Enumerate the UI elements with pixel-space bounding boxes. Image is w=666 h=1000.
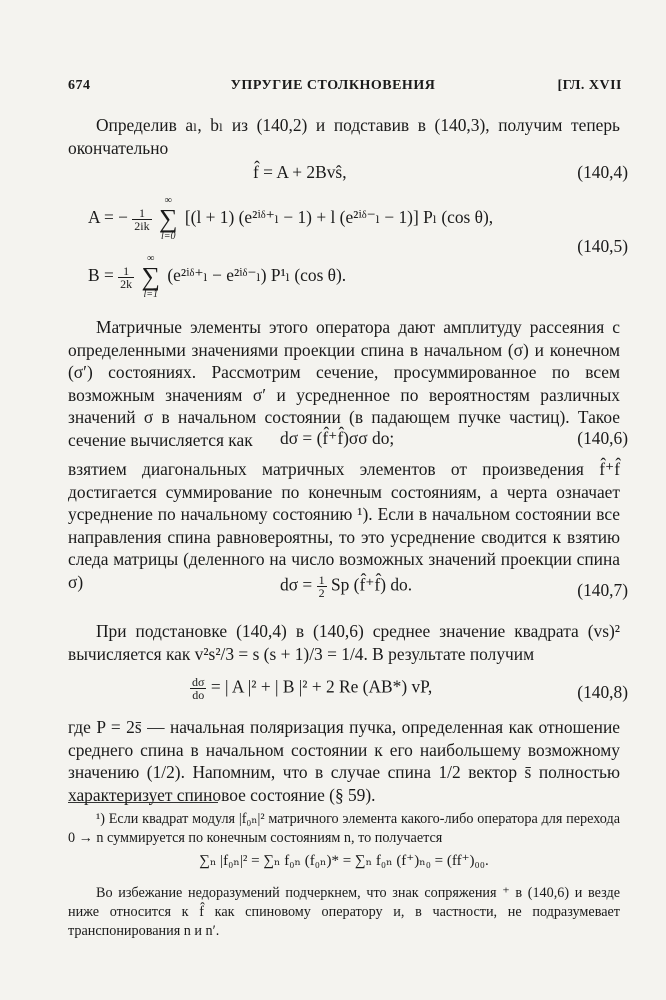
paragraph-substitution	[68, 620, 620, 665]
equation-body: (e²ⁱᵟ⁺ₗ − e²ⁱᵟ⁻ₗ) P¹ₗ (cos θ).	[167, 265, 347, 285]
paragraph-text: взятием диагональных матричных элементов от произведения f̂⁺f̂ достигается суммирование по конечным состояниям, а черта означает усреднение по начальному состоянию ¹). Если в начальном состоянии все направления спина равновероятны, то это усреднение сводится к взятию следа матрицы (деленного на число возможных значений проекции спина σ)	[68, 459, 620, 592]
footnote-formula	[68, 852, 620, 871]
equation-formula: dσ = (f̂⁺f̂)σσ do;	[280, 428, 395, 448]
equation-lhs: B =	[88, 265, 114, 285]
numerator: dσ	[192, 675, 205, 689]
sum-operator: ∞ ∑ l=0	[158, 195, 178, 242]
equation-number-140-5: (140,5)	[577, 236, 628, 256]
paragraph-intro	[68, 114, 620, 159]
sum-lower: l=1	[143, 289, 159, 300]
denominator: 2ik	[134, 218, 150, 233]
paragraph-text: где P = 2s̄ — начальная поляризация пучка, определенная как отношение среднего спина в начальном состоянии к его наибольшему возможному значению (1/2). Напомним, что в случае спина 1/2 вектор s̄ полностью характеризует спиновое состояние (§ 59).	[68, 717, 620, 805]
numerator: 1	[132, 207, 151, 220]
equation-rhs: = | A |² + | B |² + 2 Re (AB*) vP,	[210, 676, 433, 697]
paragraph-text: Матричные элементы этого оператора дают амплитуду рассеяния с определенными значениями проекции спина в начальном (σ) и конечном (σ′) состояниях. Рассмотрим сечение, просуммированное по всем возможным значениям σ′ и усредненное по вероятностям различных значений σ в начальном состоянии (в падающем пучке частиц). Такое сечение вычисляется как	[68, 317, 620, 450]
equation-140-6	[68, 428, 628, 458]
fraction	[317, 574, 327, 599]
equation-140-5-a	[68, 196, 628, 246]
sum-upper: ∞	[164, 195, 172, 206]
chapter-label: [ГЛ. XVII	[557, 78, 622, 93]
numerator: 1	[318, 573, 325, 587]
fraction	[190, 676, 206, 701]
sum-lower: l=0	[160, 231, 176, 242]
equation-140-8	[68, 676, 628, 712]
footnote-text: ¹) Если квадрат модуля |f₀ₙ|² матричного элемента какого-либо оператора для перехода 0 → n суммируется по конечным состояниям n, то получается	[68, 811, 620, 846]
equation-140-4	[68, 162, 628, 192]
equation-number: (140,7)	[577, 580, 628, 600]
equation-140-5-b	[68, 254, 628, 304]
equation-body: [(l + 1) (e²ⁱᵟ⁺ₗ − 1) + l (e²ⁱᵟ⁻ₗ − 1)] Pₗ (cos θ),	[184, 207, 494, 227]
equation-formula: f̂ = A + 2Bvŝ,	[253, 162, 347, 182]
equation-number: (140,4)	[577, 162, 628, 182]
footnote-text: Во избежание недоразумений подчеркнем, что знак сопряжения ⁺ в (140,6) и везде ниже относится к f̂ как спиновому оператору и, в частности, не подразумевает транспонирования n и n′.	[68, 885, 620, 939]
fraction	[118, 265, 134, 290]
equation-rhs: Sp (f̂⁺f̂) do.	[330, 574, 413, 595]
denominator: 2	[318, 586, 325, 600]
running-head-title: УПРУГИЕ СТОЛКНОВЕНИЯ	[230, 78, 436, 93]
footnote-formula-text: ∑ₙ |f₀ₙ|² = ∑ₙ f₀ₙ (f₀ₙ)* = ∑ₙ f₀ₙ (f⁺)ₙ₀ = (ff⁺)₀₀.	[199, 853, 489, 869]
equation-number: (140,8)	[577, 682, 628, 702]
numerator: 1	[118, 265, 134, 278]
sum-upper: ∞	[147, 253, 155, 264]
denominator: 2k	[120, 276, 133, 291]
equation-lhs: dσ =	[280, 574, 313, 595]
equation-140-7	[68, 574, 628, 610]
page-number: 674	[68, 78, 91, 93]
paragraph-text: При подстановке (140,4) в (140,6) среднее значение квадрата (vs)² вычисляется как v²s²/3 = s (s + 1)/3 = 1/4. В результате получим	[68, 621, 620, 664]
footnote-2	[68, 884, 620, 941]
footnote-divider	[68, 802, 218, 803]
paragraph-polarization	[68, 716, 620, 806]
paragraph-text: Определив aₗ, bₗ из (140,2) и подставив в (140,3), получим теперь окончательно	[68, 115, 620, 158]
equation-lhs: A = −	[88, 207, 128, 227]
fraction	[132, 207, 151, 232]
footnote-1	[68, 810, 620, 848]
equation-number: (140,6)	[577, 428, 628, 448]
denominator: do	[192, 688, 205, 702]
sum-operator: ∞ ∑ l=1	[141, 253, 161, 300]
